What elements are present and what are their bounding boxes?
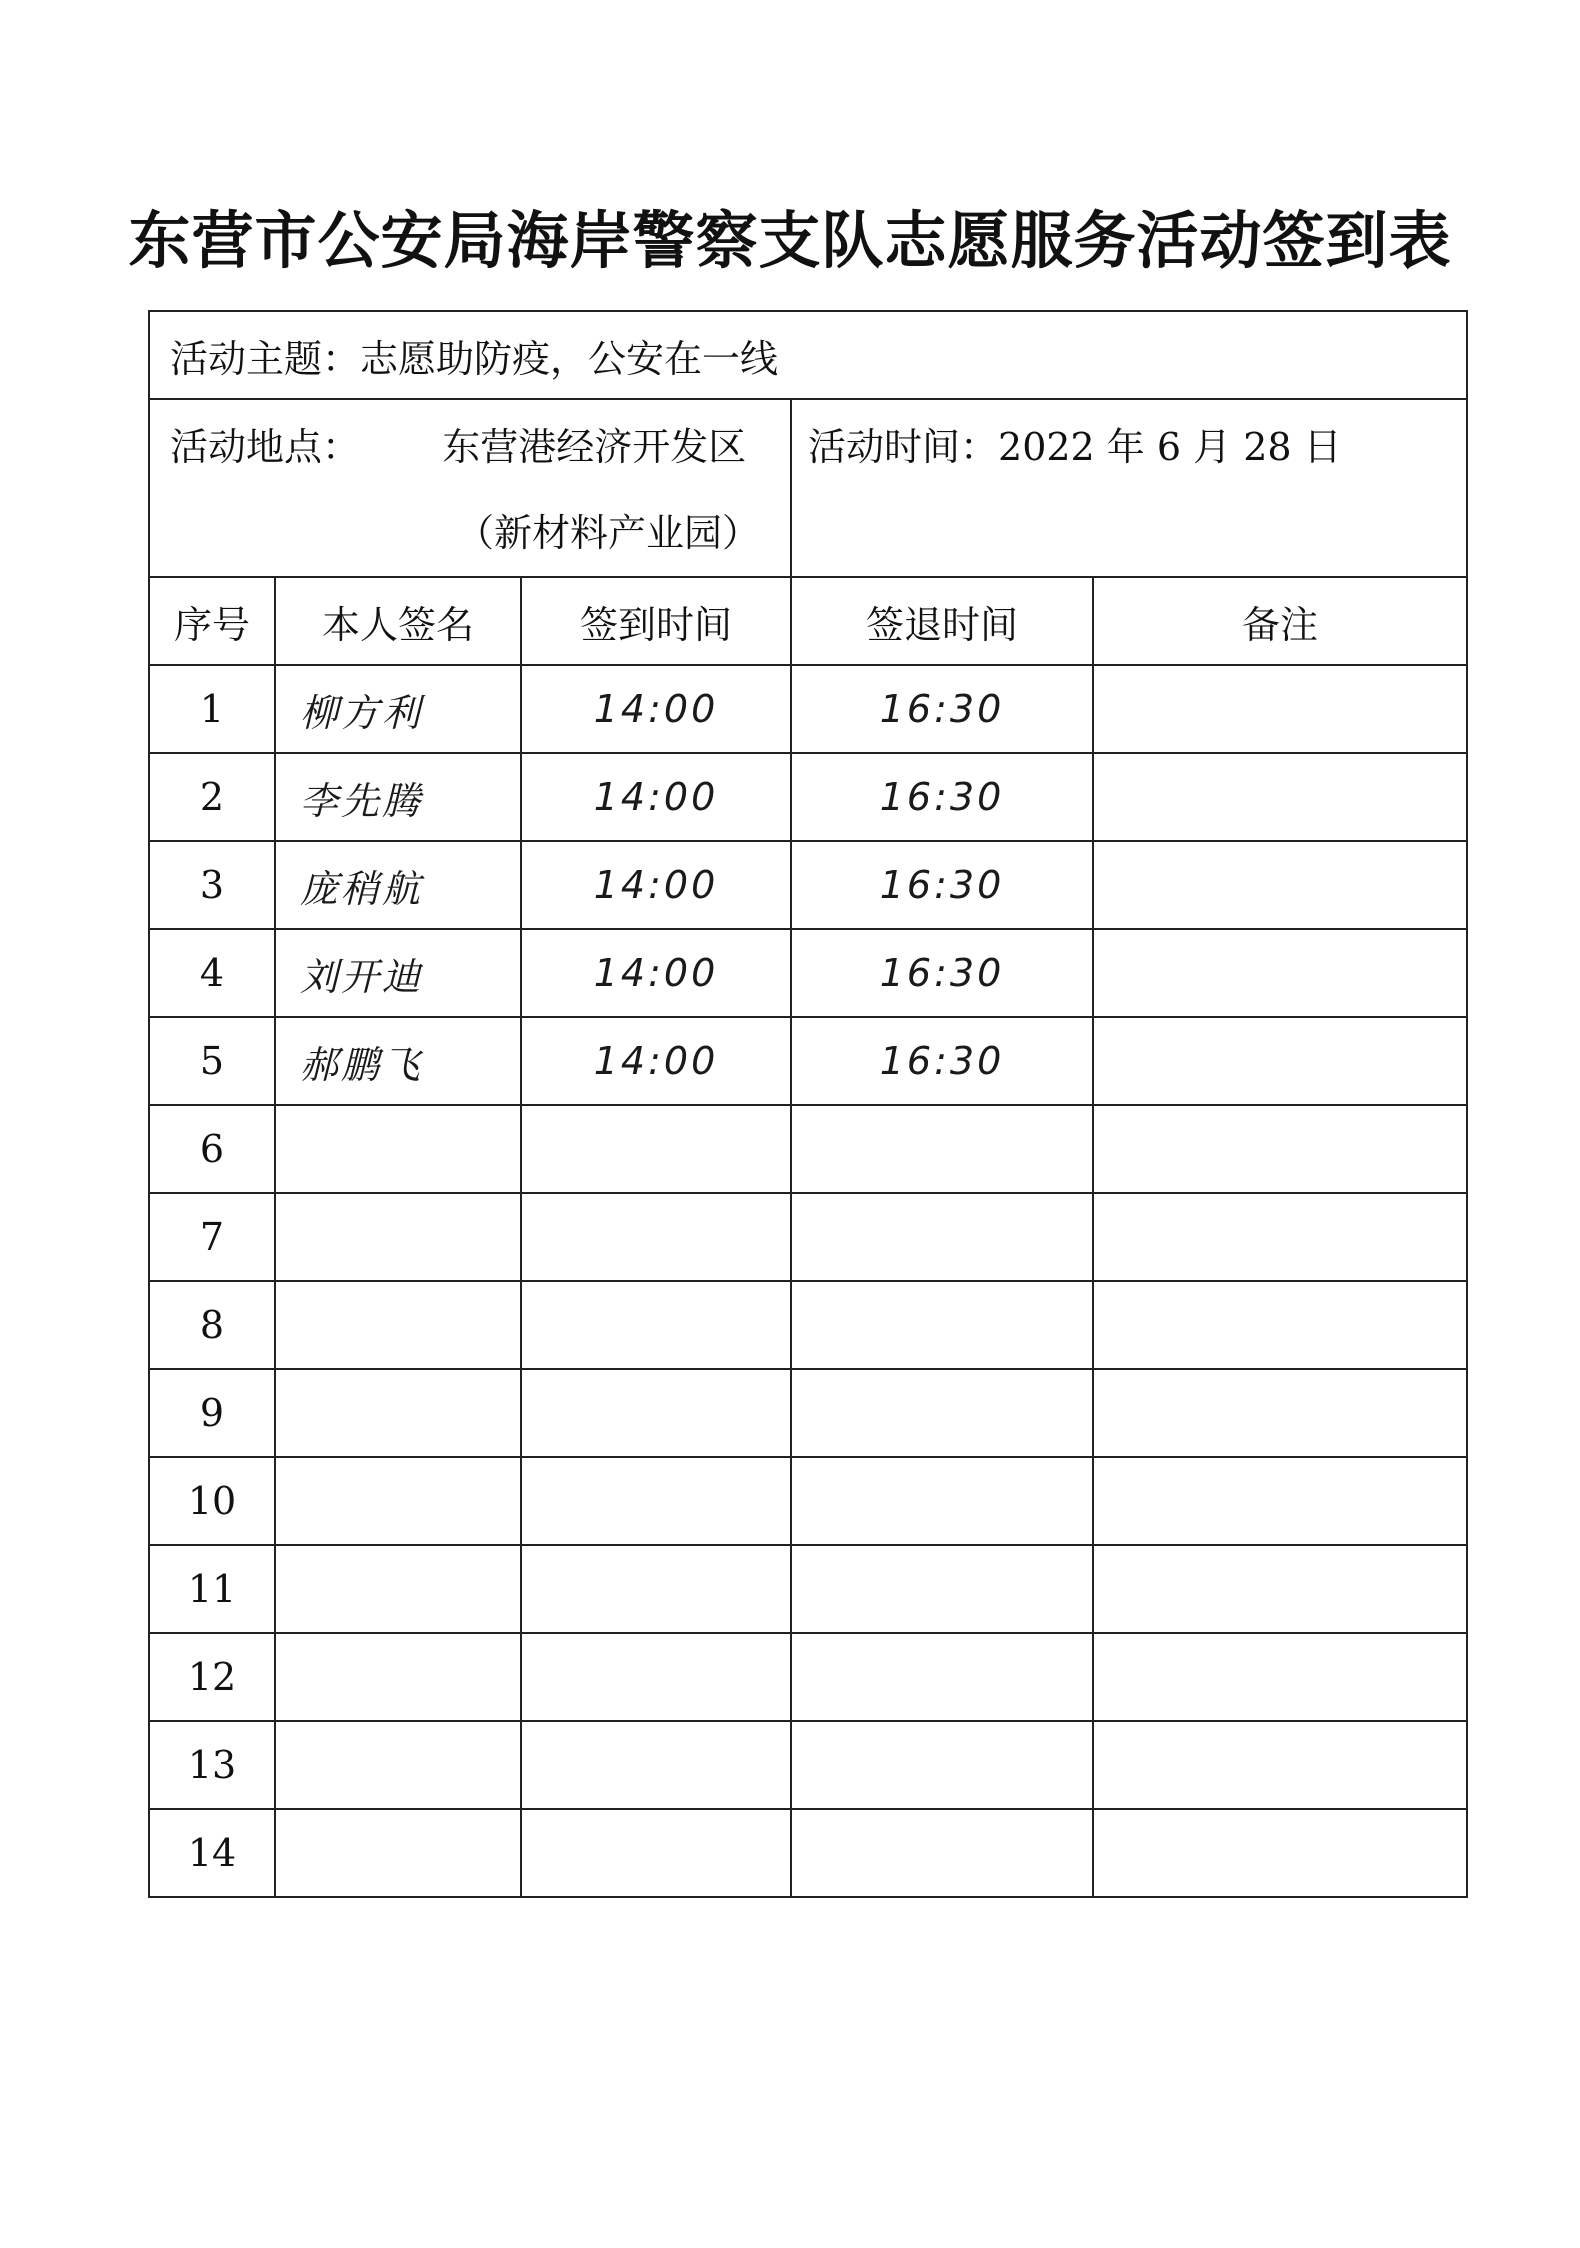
row-sign-in-time [521,1721,791,1809]
row-sign-out-time [791,1457,1093,1545]
row-sign-out-time [791,1193,1093,1281]
location-label: 活动地点： [170,425,361,469]
row-seq: 2 [149,753,275,841]
topic-value: 志愿助防疫，公安在一线 [360,336,779,381]
row-sign-in-time [521,1545,791,1633]
row-remarks [1093,841,1467,929]
row-sign-in-time [521,1457,791,1545]
table-row [149,1017,1467,1105]
row-sign-out-time [791,1105,1093,1193]
row-remarks [1093,753,1467,841]
row-sign-in-time: 14:00 [521,929,791,1017]
row-seq: 11 [149,1545,275,1633]
activity-time-cell [791,399,1467,577]
row-sign-out-time: 16:30 [791,1017,1093,1105]
table-row [149,1721,1467,1809]
activity-time-value: 2022 年 6 月 28 日 [998,425,1342,469]
row-sign-out-time [791,1809,1093,1897]
table-row [149,841,1467,929]
row-remarks [1093,1105,1467,1193]
row-signature [275,1105,521,1193]
row-sign-in-time: 14:00 [521,753,791,841]
topic-label: 活动主题： [170,336,361,381]
table-row [149,753,1467,841]
header-row [149,577,1467,665]
row-sign-in-time [521,1809,791,1897]
column-header-seq: 序号 [149,577,275,665]
row-remarks [1093,1633,1467,1721]
row-sign-out-time [791,1369,1093,1457]
row-sign-in-time: 14:00 [521,1017,791,1105]
row-signature [275,1633,521,1721]
row-remarks [1093,1545,1467,1633]
location-cell [149,399,791,577]
row-signature: 郝鹏飞 [275,1017,521,1105]
row-signature [275,1193,521,1281]
row-signature: 庞稍航 [275,841,521,929]
row-sign-out-time [791,1721,1093,1809]
table-row [149,1281,1467,1369]
table-row [149,1633,1467,1721]
row-sign-out-time [791,1633,1093,1721]
table-row [149,1809,1467,1897]
row-remarks [1093,1457,1467,1545]
column-header-sign-out-time: 签退时间 [791,577,1093,665]
activity-time-label: 活动时间： [808,425,999,469]
table-row [149,1457,1467,1545]
row-signature [275,1281,521,1369]
row-seq: 3 [149,841,275,929]
row-seq: 7 [149,1193,275,1281]
row-signature [275,1721,521,1809]
row-sign-in-time [521,1369,791,1457]
row-sign-in-time [521,1633,791,1721]
row-remarks [1093,1193,1467,1281]
row-signature: 柳方利 [275,665,521,753]
row-seq: 5 [149,1017,275,1105]
page-title: 东营市公安局海岸警察支队志愿服务活动签到表 [128,204,1452,277]
table-row [149,1545,1467,1633]
row-seq: 6 [149,1105,275,1193]
column-header-sign-in-time: 签到时间 [521,577,791,665]
topic-cell [149,311,1467,399]
column-header-signature: 本人签名 [275,577,521,665]
row-signature [275,1369,521,1457]
location-value-line2: （新材料产业园） [455,511,760,555]
row-signature [275,1457,521,1545]
location-row [149,399,1467,577]
row-signature: 刘开迪 [275,929,521,1017]
row-sign-in-time: 14:00 [521,841,791,929]
row-seq: 10 [149,1457,275,1545]
row-sign-out-time [791,1545,1093,1633]
row-signature [275,1809,521,1897]
row-sign-out-time: 16:30 [791,665,1093,753]
sign-in-table [148,310,1468,1898]
row-remarks [1093,929,1467,1017]
row-seq: 9 [149,1369,275,1457]
location-value-line1: 东营港经济开发区 [442,425,747,469]
row-sign-out-time: 16:30 [791,753,1093,841]
table-row [149,665,1467,753]
row-remarks [1093,1017,1467,1105]
topic-row [149,311,1467,399]
row-remarks [1093,1369,1467,1457]
row-sign-in-time [521,1105,791,1193]
row-seq: 13 [149,1721,275,1809]
row-signature [275,1545,521,1633]
table-row [149,1369,1467,1457]
row-remarks [1093,1281,1467,1369]
table-row [149,929,1467,1017]
table-row [149,1193,1467,1281]
row-seq: 8 [149,1281,275,1369]
row-remarks [1093,1809,1467,1897]
row-sign-in-time [521,1193,791,1281]
row-sign-in-time: 14:00 [521,665,791,753]
row-sign-out-time [791,1281,1093,1369]
row-seq: 4 [149,929,275,1017]
row-remarks [1093,1721,1467,1809]
table-row [149,1105,1467,1193]
row-seq: 1 [149,665,275,753]
row-seq: 14 [149,1809,275,1897]
row-remarks [1093,665,1467,753]
row-sign-in-time [521,1281,791,1369]
row-sign-out-time: 16:30 [791,841,1093,929]
row-sign-out-time: 16:30 [791,929,1093,1017]
column-header-remarks: 备注 [1093,577,1467,665]
row-signature: 李先腾 [275,753,521,841]
row-seq: 12 [149,1633,275,1721]
